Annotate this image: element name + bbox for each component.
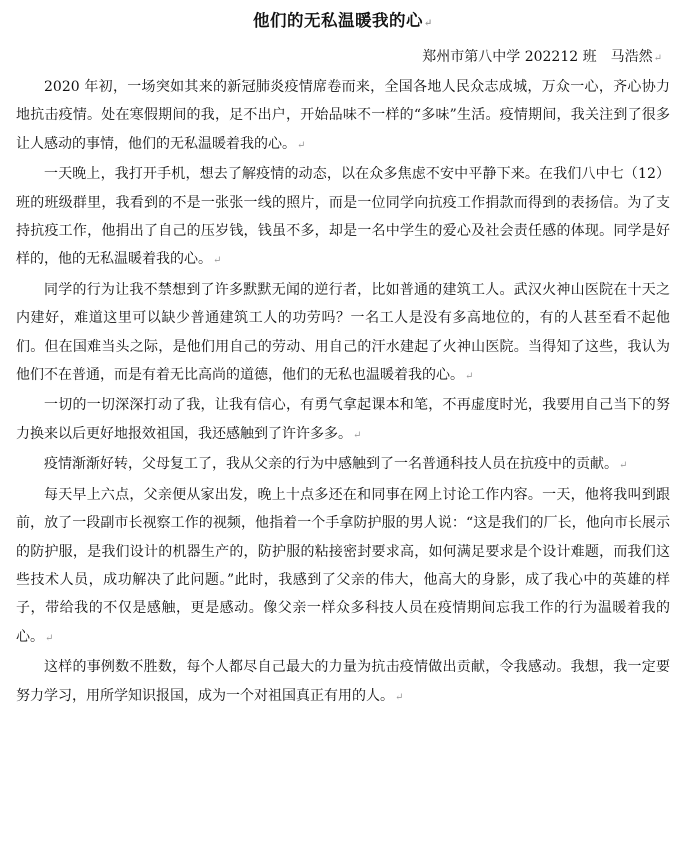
body-paragraph [16,160,670,276]
body-paragraph [16,391,670,450]
paragraph-mark-icon: ↵ [213,255,222,267]
paragraph-text: 疫情渐渐好转，父母复工了，我从父亲的行为中感触到了一名普通科技人员在抗疫中的贡献。 [44,456,618,473]
paragraph-text: 2020 年初，一场突如其来的新冠肺炎疫情席卷而来，全国各地人民众志成城，万众一心，齐心协力地抗击疫情。处在寒假期间的我，足不出户，开始品味不一样的“多味”生活。疫情期间，我关注到了很多让人感动的事情，他们的无私温暖着我的心。 [16,79,670,152]
paragraph-mark-icon: ↵ [465,371,474,383]
paragraph-text: 一天晚上，我打开手机，想去了解疫情的动态，以在众多焦虑不安中平静下来。在我们八中七（12）班的班级群里，我看到的不是一张张一线的照片，而是一位同学向抗疫工作捐款而得到的表扬信。为了支持抗疫工作，他捐出了自己的压岁钱，钱虽不多，却是一名中学生的爱心及社会责任感的体现。同学是好样的，他的无私温暖着我的心。 [16,166,670,268]
body-paragraph [16,481,670,653]
paragraph-mark-icon: ↵ [424,18,433,29]
paragraph-text: 同学的行为让我不禁想到了许多默默无闻的逆行者，比如普通的建筑工人。武汉火神山医院在十天之内建好，难道这里可以缺少普通建筑工人的功劳吗？一名工人是没有多高地位的，有的人甚至看不起他们。但在国难当头之际，是他们用自己的劳动、用自己的汗水建起了火神山医院。当得知了这些，我认为他们不在普通，而是有着无比高尚的道德，他们的无私也温暖着我的心。 [16,281,670,384]
paragraph-text: 这样的事例数不胜数，每个人都尽自己最大的力量为抗击疫情做出贡献，令我感动。我想，我一定要努力学习，用所学知识报国，成为一个对祖国真正有用的人。 [16,659,670,704]
title-text: 他们的无私温暖我的心 [253,11,424,30]
paragraph-text: 一切的一切深深打动了我，让我有信心，有勇气拿起课本和笔，不再虚度时光，我要用自己当下的努力换来以后更好地报效祖国，我还感触到了许许多多。 [16,397,670,442]
document-page [16,8,670,712]
paragraph-mark-icon: ↵ [619,460,628,472]
author-byline [16,43,662,73]
body-paragraph [16,276,670,392]
body-paragraph [16,653,670,712]
paragraph-mark-icon: ↵ [395,691,404,703]
byline-text: 郑州市第八中学 202212 班 马浩然 [422,49,653,65]
paragraph-text: 每天早上六点，父亲便从家出发，晚上十点多还在和同事在网上讨论工作内容。一天，他将我叫到跟前，放了一段副市长视察工作的视频，他指着一个手拿防护服的男人说：“这是我们的厂长，他向市长展示的防护服，是我们设计的机器生产的，防护服的粘接密封要求高，如何满足要求是个设计难题，而我们这些技术人员，成功解决了此问题。”此时，我感到了父亲的伟大，他高大的身影，成了我心中的英雄的样子，带给我的不仅是感触，更是感动。像父亲一样众多科技人员在疫情期间忘我工作的行为温暖着我的心。 [16,486,670,645]
paragraph-mark-icon: ↵ [353,429,362,441]
paragraph-mark-icon: ↵ [297,139,306,151]
document-title [16,8,670,37]
body-paragraph [16,450,670,480]
body-paragraph [16,73,670,160]
paragraph-mark-icon: ↵ [45,632,54,644]
paragraph-mark-icon: ↵ [653,53,662,64]
